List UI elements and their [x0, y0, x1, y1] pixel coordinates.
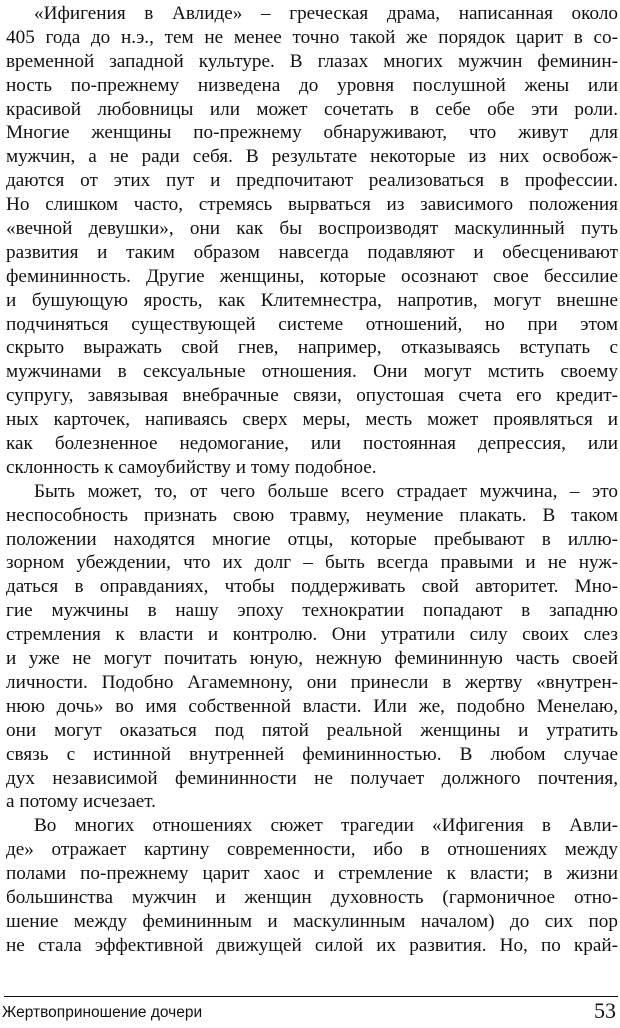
text-line: дух независимой фемининности не получает должного почтения,: [6, 767, 618, 789]
text-line: неспособность признать свою травму, неумение плакать. В таком: [6, 504, 618, 526]
text-line: фемининность. Другие женщины, которые осознают свое бессилие: [6, 265, 618, 287]
text-line: 405 года до н.э., тем не менее точно такой же порядок царит в со-: [6, 26, 618, 48]
text-line: де» отражает картину современности, ибо в отношениях между: [6, 839, 618, 861]
text-line: как болезненное недомогание, или постоянная депрессия, или: [6, 433, 618, 455]
text-line: ность по-прежнему низведена до уровня послушной жены или: [6, 74, 618, 96]
text-line: зорном убеждении, что их долг – быть всегда правыми и не нуж-: [6, 552, 618, 574]
text-line: Но слишком часто, стремясь вырваться из зависимого положения: [6, 194, 618, 216]
text-line: Быть может, то, от чего больше всего страдает мужчина, – это: [34, 480, 618, 502]
text-line: а потому исчезает.: [6, 791, 156, 813]
text-line: гие мужчины в нашу эпоху технократии попадают в западню: [6, 600, 618, 622]
text-line: ных карточек, напиваясь сверх меры, месть может проявляться и: [6, 409, 618, 431]
text-line: положении находятся многие отцы, которые пребывают в иллю-: [6, 528, 618, 550]
text-line: даются от этих пут и предпочитают реализоваться в профессии.: [6, 170, 618, 192]
footer-divider: [4, 996, 618, 997]
text-line: и уже не могут почитать юную, нежную фемининную часть своей: [6, 648, 618, 670]
text-line: Во многих отношениях сюжет трагедии «Ифигения в Авли-: [34, 815, 618, 837]
running-footer-title: Жертвоприношение дочери: [2, 1004, 203, 1021]
text-line: «Ифигения в Авлиде» – греческая драма, написанная около: [34, 3, 618, 24]
text-line: развития и таким образом навсегда подавляют и обесценивают: [6, 241, 618, 263]
text-line: не стала эффективной движущей силой их развития. Но, по край-: [6, 934, 618, 956]
text-line: они могут оказаться под пятой реальной женщины и утратить: [6, 719, 618, 741]
text-line: временной западной культуре. В глазах многих мужчин феминин-: [6, 50, 618, 72]
text-line: мужчин, а не ради себя. В результате некоторые из них освобож-: [6, 146, 618, 168]
text-line: «вечной девушки», они как бы воспроизводят маскулинный путь: [6, 218, 618, 240]
text-line: нюю дочь» во имя собственной власти. Или же, подобно Менелаю,: [6, 695, 618, 717]
page-number: 53: [594, 998, 616, 1023]
text-line: большинства мужчин и женщин духовность (гармоничное отно-: [6, 886, 618, 908]
text-line: и бушующую ярость, как Клитемнестра, напротив, могут внешне: [6, 289, 618, 311]
text-line: супругу, завязывая внебрачные связи, опустошая счета его кредит-: [6, 385, 618, 407]
text-line: полами по-прежнему царит хаос и стремление к власти; в жизни: [6, 863, 618, 885]
text-line: мужчинами в сексуальные отношения. Они могут мстить своему: [6, 361, 618, 383]
text-line: подчиняться существующей системе отношений, но при этом: [6, 313, 618, 335]
body-text: [6, 2, 618, 958]
text-line: склонность к самоубийству и тому подобное.: [6, 456, 377, 478]
text-line: личности. Подобно Агамемнону, они принесли в жертву «внутрен-: [6, 671, 618, 693]
text-line: Многие женщины по-прежнему обнаруживают, что живут для: [6, 122, 618, 144]
text-line: скрыто выражать свой гнев, например, отказываясь вступать с: [6, 337, 618, 359]
text-line: красивой любовницы или может сочетать в себе обе эти роли.: [6, 98, 618, 120]
text-line: связь с истинной внутренней фемининностью. В любом случае: [6, 743, 618, 765]
text-line: даться в оправданиях, чтобы поддерживать свой авторитет. Мно-: [6, 576, 618, 598]
text-line: стремления к власти и контролю. Они утратили силу своих слез: [6, 624, 618, 646]
text-line: шение между фемининным и маскулинным началом) до сих пор: [6, 910, 618, 932]
